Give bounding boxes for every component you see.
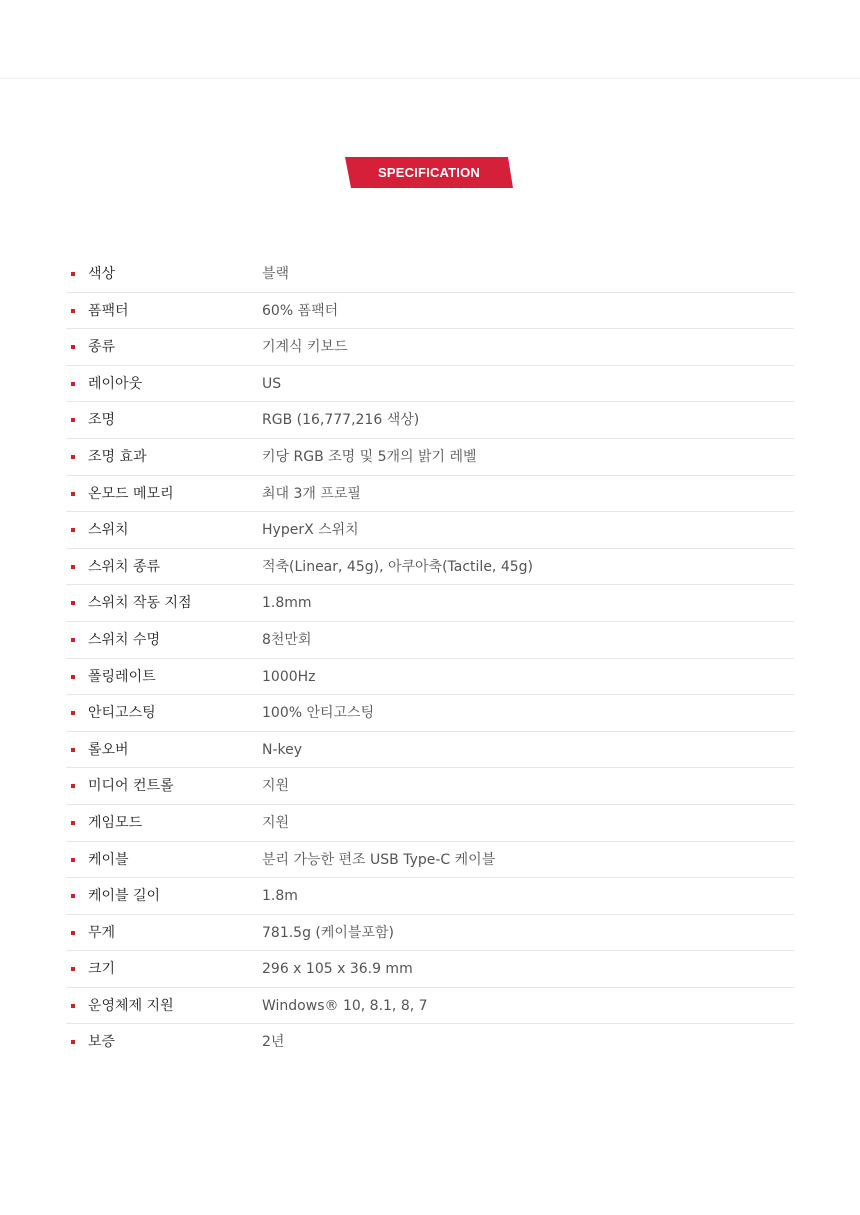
spec-label: 운영체제 지원 bbox=[88, 997, 174, 1014]
bullet-icon bbox=[71, 784, 75, 788]
spec-label: 케이블 길이 bbox=[88, 888, 161, 905]
spec-value: Windows® 10, 8.1, 8, 7 bbox=[262, 997, 428, 1014]
spec-value: US bbox=[262, 375, 282, 392]
spec-row bbox=[66, 293, 794, 330]
bullet-icon bbox=[71, 711, 75, 715]
spec-label: 폴링레이트 bbox=[88, 668, 156, 685]
bullet-icon bbox=[71, 1004, 75, 1008]
spec-value: HyperX 스위치 bbox=[262, 522, 359, 539]
spec-row bbox=[66, 988, 794, 1025]
bullet-icon bbox=[71, 931, 75, 935]
bullet-icon bbox=[71, 894, 75, 898]
spec-label: 미디어 컨트롤 bbox=[88, 778, 174, 795]
spec-value: 60% 폼팩터 bbox=[262, 302, 339, 319]
bullet-icon bbox=[71, 638, 75, 642]
spec-row bbox=[66, 732, 794, 769]
spec-label: 폼팩터 bbox=[88, 302, 129, 319]
spec-row bbox=[66, 329, 794, 366]
spec-label: 조명 효과 bbox=[88, 448, 147, 465]
spec-row bbox=[66, 585, 794, 622]
spec-label: 스위치 수명 bbox=[88, 631, 161, 648]
spec-value: 100% 안티고스팅 bbox=[262, 705, 375, 722]
spec-label: 보증 bbox=[88, 1034, 116, 1051]
spec-value: 296 x 105 x 36.9 mm bbox=[262, 961, 413, 978]
bullet-icon bbox=[71, 528, 75, 532]
spec-label: 무게 bbox=[88, 924, 116, 941]
spec-value: 최대 3개 프로필 bbox=[262, 485, 361, 502]
spec-row bbox=[66, 915, 794, 952]
spec-row bbox=[66, 805, 794, 842]
bullet-icon bbox=[71, 382, 75, 386]
spec-row bbox=[66, 366, 794, 403]
spec-row bbox=[66, 842, 794, 879]
bullet-icon bbox=[71, 272, 75, 276]
bullet-icon bbox=[71, 455, 75, 459]
spec-label: 케이블 bbox=[88, 851, 129, 868]
bullet-icon bbox=[71, 309, 75, 313]
spec-value: 1000Hz bbox=[262, 668, 316, 685]
spec-value: 지원 bbox=[262, 778, 290, 795]
spec-label: 스위치 작동 지점 bbox=[88, 595, 192, 612]
spec-row bbox=[66, 256, 794, 293]
spec-row bbox=[66, 768, 794, 805]
bullet-icon bbox=[71, 858, 75, 862]
spec-value: 블랙 bbox=[262, 266, 290, 282]
badge-label: SPECIFICATION bbox=[377, 165, 481, 180]
bullet-icon bbox=[71, 418, 75, 422]
spec-label: 크기 bbox=[88, 961, 116, 978]
spec-label: 롤오버 bbox=[88, 741, 129, 758]
bullet-icon bbox=[71, 675, 75, 679]
bullet-icon bbox=[71, 601, 75, 605]
spec-row bbox=[66, 549, 794, 586]
spec-row bbox=[66, 659, 794, 696]
spec-value: 지원 bbox=[262, 814, 290, 831]
spec-row bbox=[66, 695, 794, 732]
spec-value: 1.8mm bbox=[262, 595, 312, 612]
spec-value: 적축(Linear, 45g), 아쿠아축(Tactile, 45g) bbox=[262, 558, 533, 575]
bullet-icon bbox=[71, 492, 75, 496]
spec-value: 기계식 키보드 bbox=[262, 339, 348, 356]
spec-row bbox=[66, 402, 794, 439]
spec-value: 1.8m bbox=[262, 888, 298, 905]
bullet-icon bbox=[71, 748, 75, 752]
spec-value: 분리 가능한 편조 USB Type-C 케이블 bbox=[262, 851, 496, 868]
spec-label: 스위치 종류 bbox=[88, 558, 161, 575]
spec-row bbox=[66, 439, 794, 476]
bullet-icon bbox=[71, 345, 75, 349]
spec-row bbox=[66, 878, 794, 915]
spec-label: 스위치 bbox=[88, 522, 129, 539]
specification-badge bbox=[345, 157, 513, 188]
spec-label: 레이아웃 bbox=[88, 375, 143, 392]
bullet-icon bbox=[71, 821, 75, 825]
spec-label: 온모드 메모리 bbox=[88, 485, 174, 502]
spec-label: 게임모드 bbox=[88, 814, 143, 831]
spec-row bbox=[66, 512, 794, 549]
spec-row bbox=[66, 951, 794, 988]
spec-label: 색상 bbox=[88, 266, 116, 282]
spec-table bbox=[66, 256, 794, 1061]
spec-row bbox=[66, 1024, 794, 1061]
spec-value: 키당 RGB 조명 및 5개의 밝기 레벨 bbox=[262, 448, 477, 465]
spec-label: 조명 bbox=[88, 412, 116, 429]
bullet-icon bbox=[71, 565, 75, 569]
spec-row bbox=[66, 622, 794, 659]
spec-value: N-key bbox=[262, 741, 303, 758]
top-divider bbox=[0, 78, 860, 79]
spec-row bbox=[66, 476, 794, 513]
bullet-icon bbox=[71, 967, 75, 971]
bullet-icon bbox=[71, 1040, 75, 1044]
spec-label: 종류 bbox=[88, 339, 116, 356]
spec-label: 안티고스팅 bbox=[88, 705, 156, 722]
spec-value: 2년 bbox=[262, 1034, 285, 1051]
spec-value: 781.5g (케이블포함) bbox=[262, 924, 394, 941]
spec-value: RGB (16,777,216 색상) bbox=[262, 412, 420, 429]
spec-value: 8천만회 bbox=[262, 631, 312, 648]
